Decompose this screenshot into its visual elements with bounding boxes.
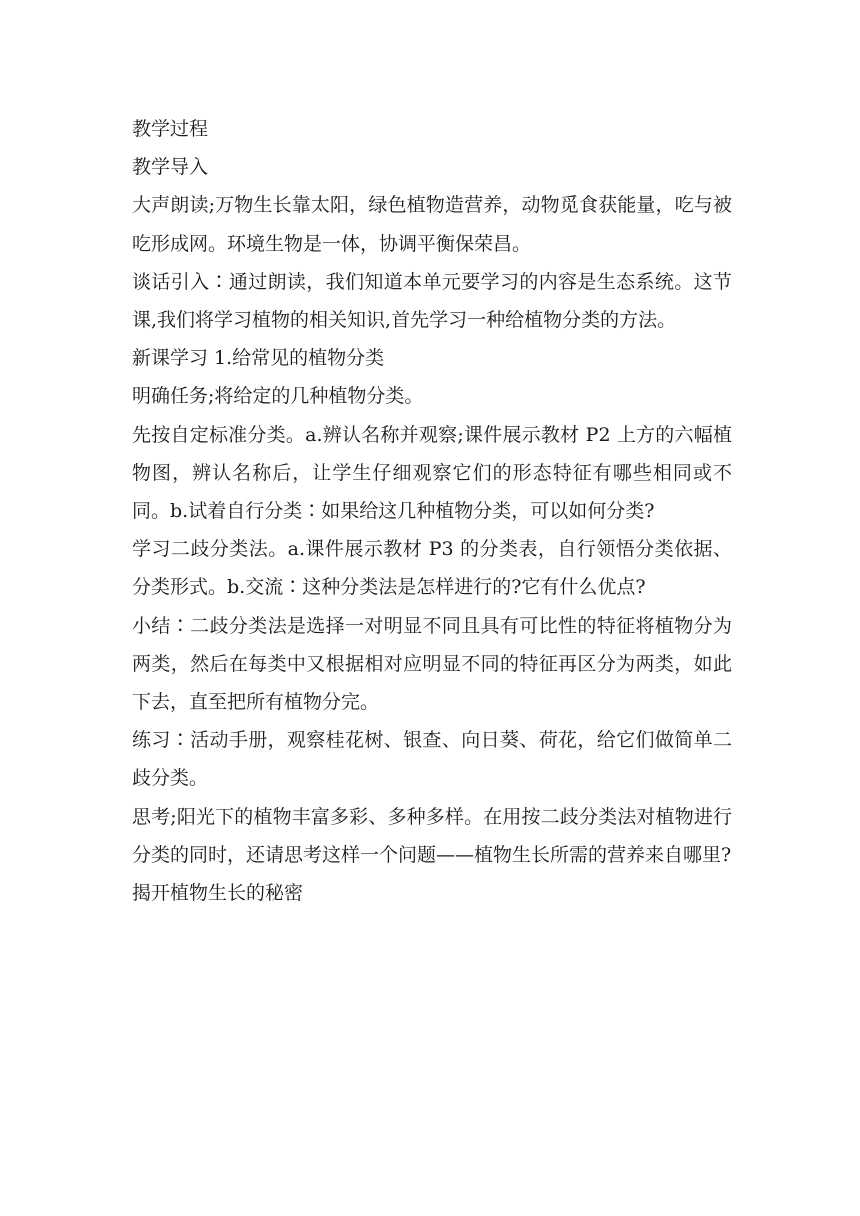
paragraph-dichotomous: 学习二歧分类法。a.课件展示教材 P3 的分类表，自行领悟分类依据、分类形式。b.交流∶这种分类法是怎样进行的?它有什么优点? bbox=[132, 538, 732, 599]
paragraph-talk-intro: 谈话引入∶通过朗读，我们知道本单元要学习的内容是生态系统。这节课,我们将学习植物的相关知识,首先学习一种给植物分类的方法。 bbox=[132, 270, 732, 332]
paragraph-think: 思考;阳光下的植物丰富多彩、多种多样。在用按二歧分类法对植物进行分类的同时，还请思考这样一个问题——植物生长所需的营养来自哪里? bbox=[132, 805, 732, 866]
paragraph-self-classify: 先按自定标准分类。a.辨认名称并观察;课件展示教材 P2 上方的六幅植物图，辨认名称后，让学生仔细观察它们的形态特征有哪些相同或不同。b.试着自行分类∶如果给这几种植物分类，可以如何分类? bbox=[132, 423, 732, 523]
document-body bbox=[132, 110, 732, 912]
paragraph-exercise: 练习∶活动手册，观察桂花树、银查、向日葵、荷花，给它们做简单二歧分类。 bbox=[132, 729, 732, 790]
section-heading-new-lesson: 新课学习 1.给常见的植物分类 bbox=[132, 347, 385, 370]
paragraph-summary: 小结∶二歧分类法是选择一对明显不同且具有可比性的特征将植物分为两类，然后在每类中又根据相对应明显不同的特征再区分为两类，如此下去，直至把所有植物分完。 bbox=[132, 614, 732, 714]
section-heading-intro: 教学导入 bbox=[132, 156, 209, 179]
section-heading-secret: 揭开植物生长的秘密 bbox=[132, 882, 304, 905]
paragraph-reading: 大声朗读;万物生长靠太阳，绿色植物造营养，动物觅食获能量，吃与被吃形成网。环境生物是一体，协调平衡保荣昌。 bbox=[132, 194, 732, 255]
section-heading-process: 教学过程 bbox=[132, 118, 209, 140]
paragraph-task: 明确任务;将给定的几种植物分类。 bbox=[132, 385, 424, 408]
